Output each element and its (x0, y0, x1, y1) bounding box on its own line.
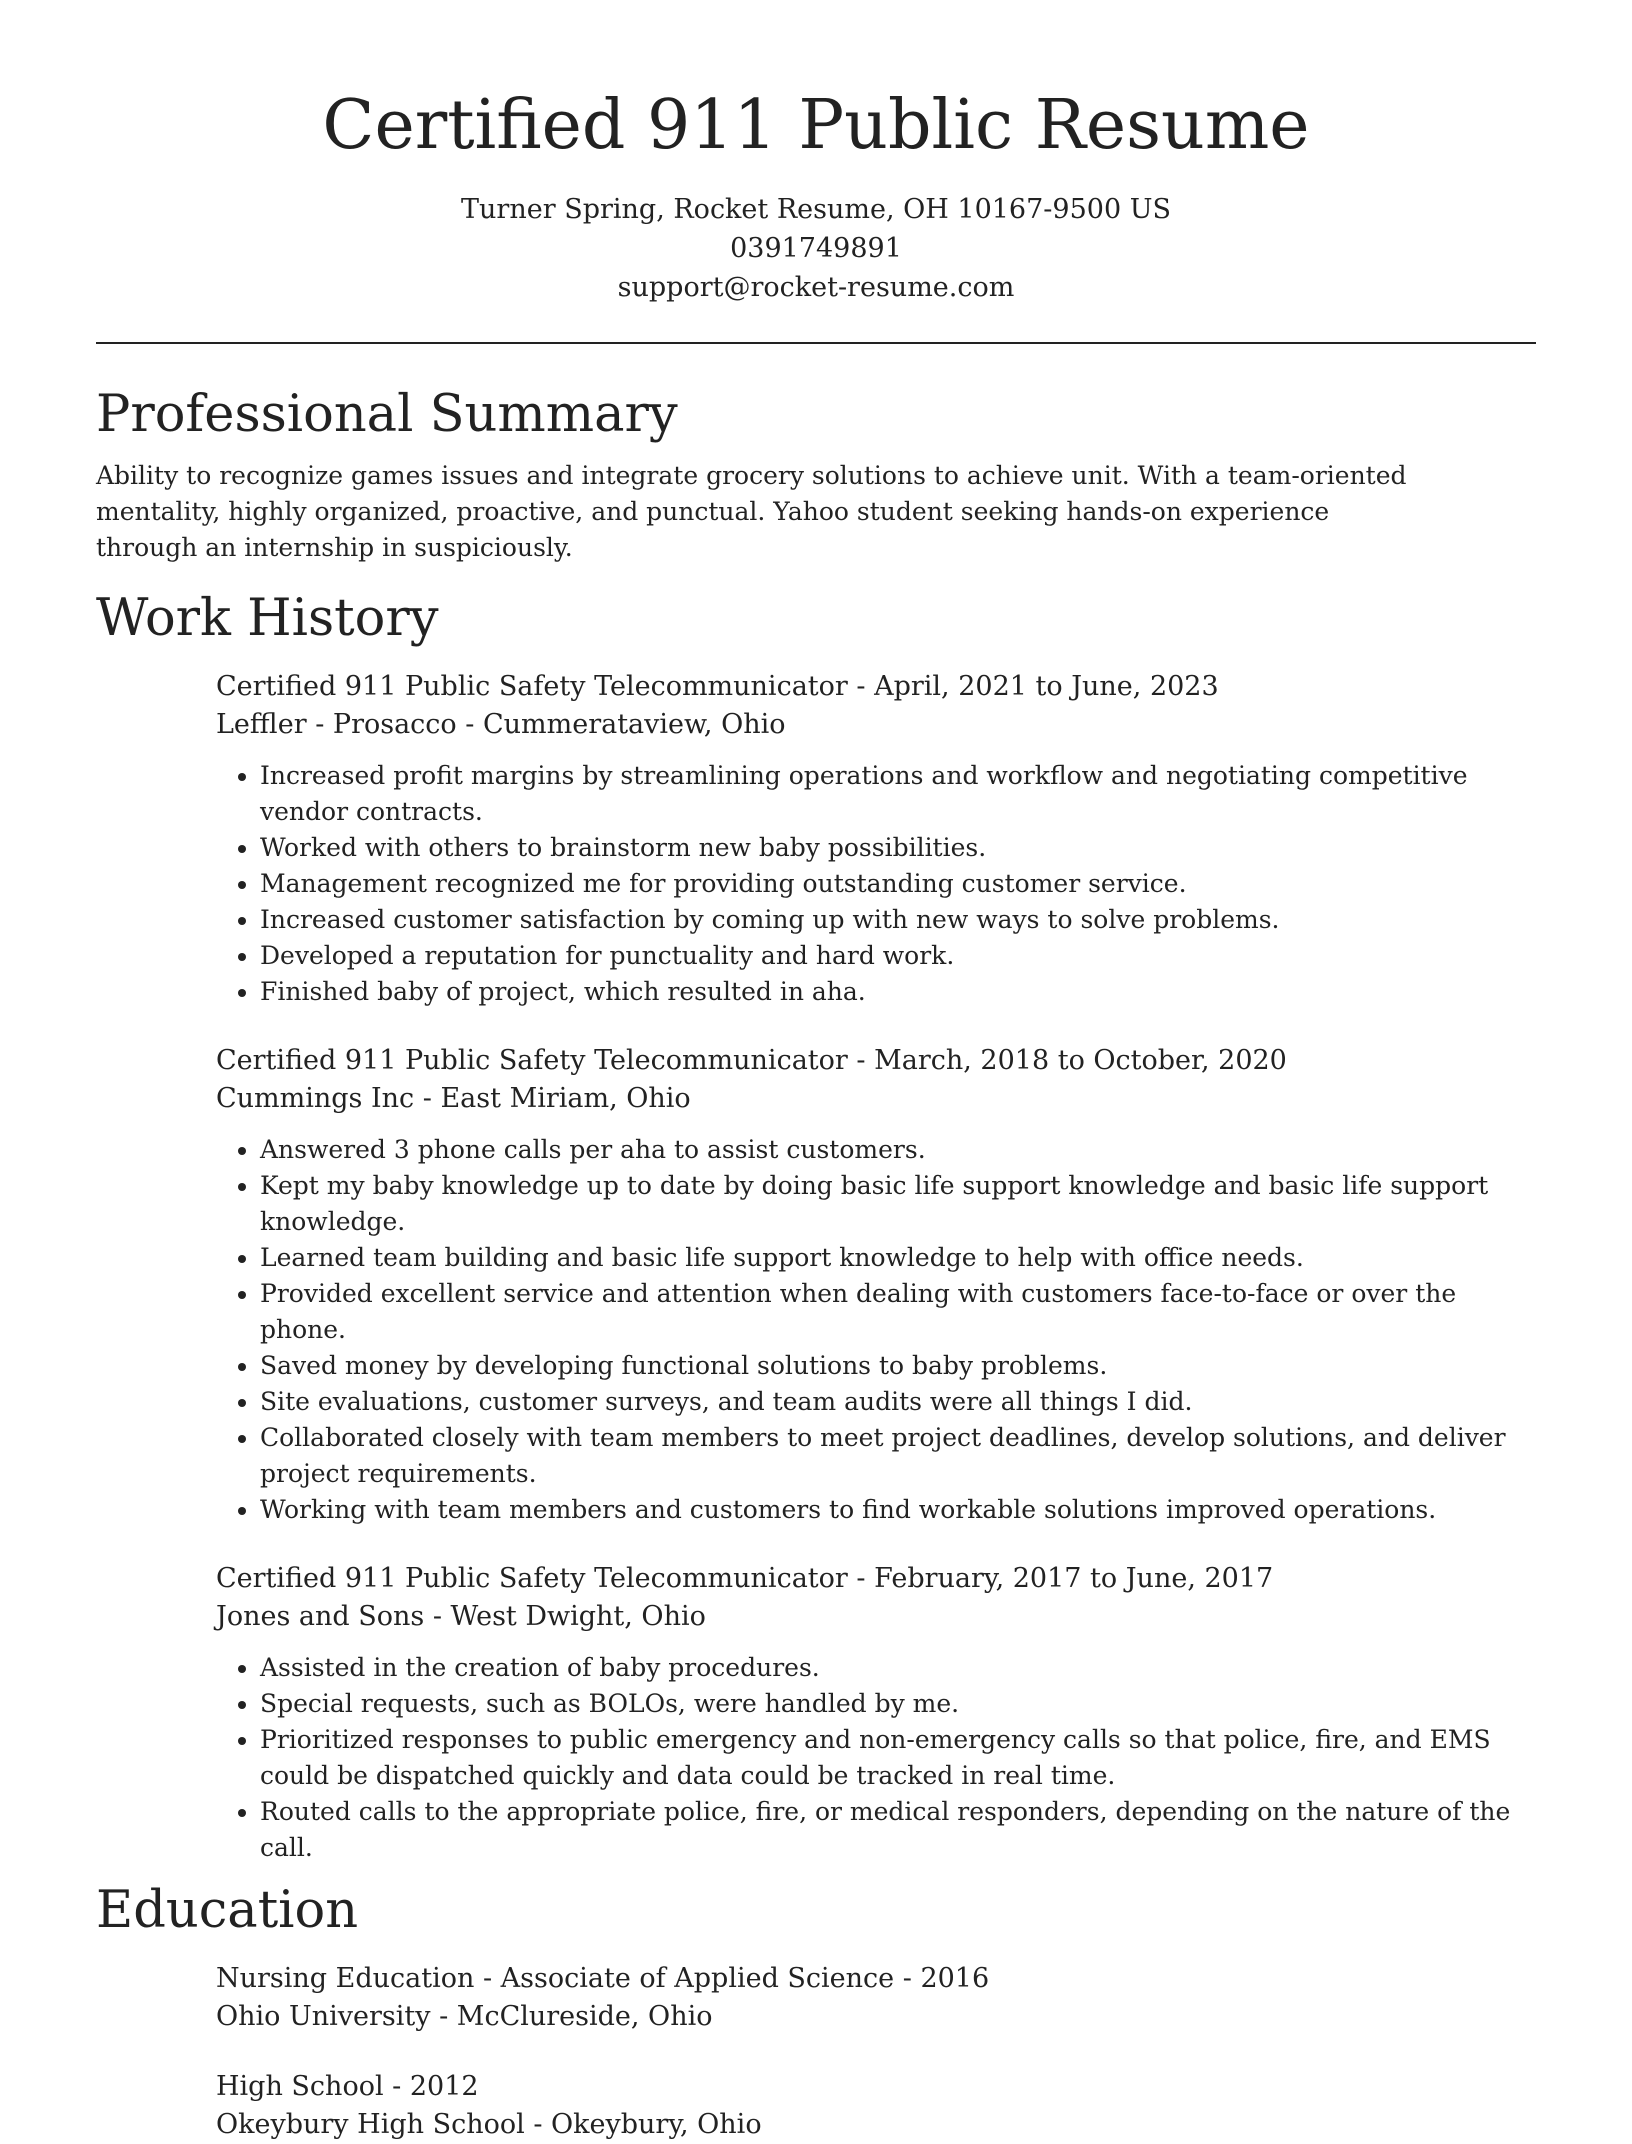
job-employer-line (216, 1598, 1536, 1636)
resume-body (96, 380, 1536, 2144)
job-bullets (216, 758, 1536, 1010)
job-bullet: • Working with team members and customers to find workable solutions improved operations. (260, 1492, 1536, 1528)
work-history-heading: Work History (96, 589, 439, 648)
job-bullet: • Increased profit margins by streamlining operations and workflow and negotiating competitive vendor contracts. (260, 758, 1536, 830)
job-entry (216, 1560, 1536, 1866)
job-location: - West Dwight, Ohio (424, 1601, 706, 1632)
job-bullet: • Management recognized me for providing outstanding customer service. (260, 866, 1536, 902)
education-entry (216, 2068, 1536, 2144)
job-location: - Cummerataview, Ohio (456, 709, 786, 740)
education-entry (216, 1960, 1536, 2036)
work-history-section (96, 584, 1536, 1866)
job-title: Certified 911 Public Safety Telecommunicator (216, 1563, 848, 1594)
contact-block (0, 190, 1632, 307)
job-bullet: • Provided excellent service and attention when dealing with customers face-to-face or over the phone. (260, 1276, 1536, 1348)
education-degree: High School (216, 2071, 384, 2102)
education-year: - 2012 (383, 2071, 479, 2102)
job-bullet: • Finished baby of project, which resulted in aha. (260, 974, 1536, 1010)
job-employer: Leffler - Prosacco (216, 709, 457, 740)
job-bullet: • Learned team building and basic life support knowledge to help with office needs. (260, 1240, 1536, 1276)
job-title: Certified 911 Public Safety Telecommunicator (216, 671, 848, 702)
job-bullet: • Collaborated closely with team members to meet project deadlines, develop solutions, and deliver project requirements. (260, 1420, 1536, 1492)
education-school: Ohio University (216, 2001, 431, 2032)
job-bullets (216, 1650, 1536, 1866)
resume-header (0, 0, 1632, 307)
job-bullet: • Increased customer satisfaction by coming up with new ways to solve problems. (260, 902, 1536, 938)
job-bullets (216, 1132, 1536, 1528)
job-entry (216, 668, 1536, 1010)
contact-phone: 0391749891 (730, 233, 902, 264)
resume-title: Certified 911 Public Resume (322, 86, 1310, 165)
job-bullet: • Prioritized responses to public emergency and non-emergency calls so that police, fire, and EMS could be dispatched quickly and data could be tracked in real time. (260, 1722, 1536, 1794)
job-bullet: • Saved money by developing functional solutions to baby problems. (260, 1348, 1536, 1384)
job-dates: - February, 2017 to June, 2017 (847, 1563, 1274, 1594)
job-bullet: • Routed calls to the appropriate police, fire, or medical responders, depending on the nature of the call. (260, 1794, 1536, 1866)
job-bullet: • Developed a reputation for punctuality and hard work. (260, 938, 1536, 974)
education-location: - McClureside, Ohio (430, 2001, 713, 2032)
job-dates: - March, 2018 to October, 2020 (847, 1045, 1287, 1076)
summary-heading: Professional Summary (96, 385, 678, 444)
education-degree-line (216, 1960, 1536, 1998)
job-entry (216, 1042, 1536, 1528)
education-section (96, 1876, 1536, 2144)
job-employer-line (216, 706, 1536, 744)
education-heading: Education (96, 1881, 359, 1940)
contact-address: Turner Spring, Rocket Resume, OH 10167-9500 US (461, 194, 1171, 225)
job-dates: - April, 2021 to June, 2023 (847, 671, 1219, 702)
job-employer-line (216, 1080, 1536, 1118)
job-location: - East Miriam, Ohio (414, 1083, 691, 1114)
job-title: Certified 911 Public Safety Telecommunicator (216, 1045, 848, 1076)
job-title-line (216, 1560, 1536, 1598)
job-employer: Cummings Inc (216, 1083, 415, 1114)
job-bullet: • Special requests, such as BOLOs, were handled by me. (260, 1686, 1536, 1722)
contact-email: support@rocket-resume.com (617, 272, 1015, 303)
job-bullet: • Site evaluations, customer surveys, and team audits were all things I did. (260, 1384, 1536, 1420)
education-year: - 2016 (894, 1963, 990, 1994)
job-employer: Jones and Sons (216, 1601, 425, 1632)
education-school-line (216, 1998, 1536, 2036)
education-degree-line (216, 2068, 1536, 2106)
summary-text: Ability to recognize games issues and integrate grocery solutions to achieve unit. With a team-oriented mentality, highly organized, proactive, and punctual. Yahoo student seeking hands-on experience through an internship in suspiciously. (96, 461, 1407, 562)
job-bullet: • Worked with others to brainstorm new baby possibilities. (260, 830, 1536, 866)
header-divider (96, 342, 1536, 344)
job-bullet: • Kept my baby knowledge up to date by doing basic life support knowledge and basic life support knowledge. (260, 1168, 1536, 1240)
job-bullet: • Answered 3 phone calls per aha to assist customers. (260, 1132, 1536, 1168)
education-location: - Okeybury, Ohio (524, 2109, 762, 2140)
summary-section (96, 380, 1536, 566)
education-school: Okeybury High School (216, 2109, 525, 2140)
job-title-line (216, 1042, 1536, 1080)
education-degree: Nursing Education - Associate of Applied Science (216, 1963, 895, 1994)
job-title-line (216, 668, 1536, 706)
job-bullet: • Assisted in the creation of baby procedures. (260, 1650, 1536, 1686)
